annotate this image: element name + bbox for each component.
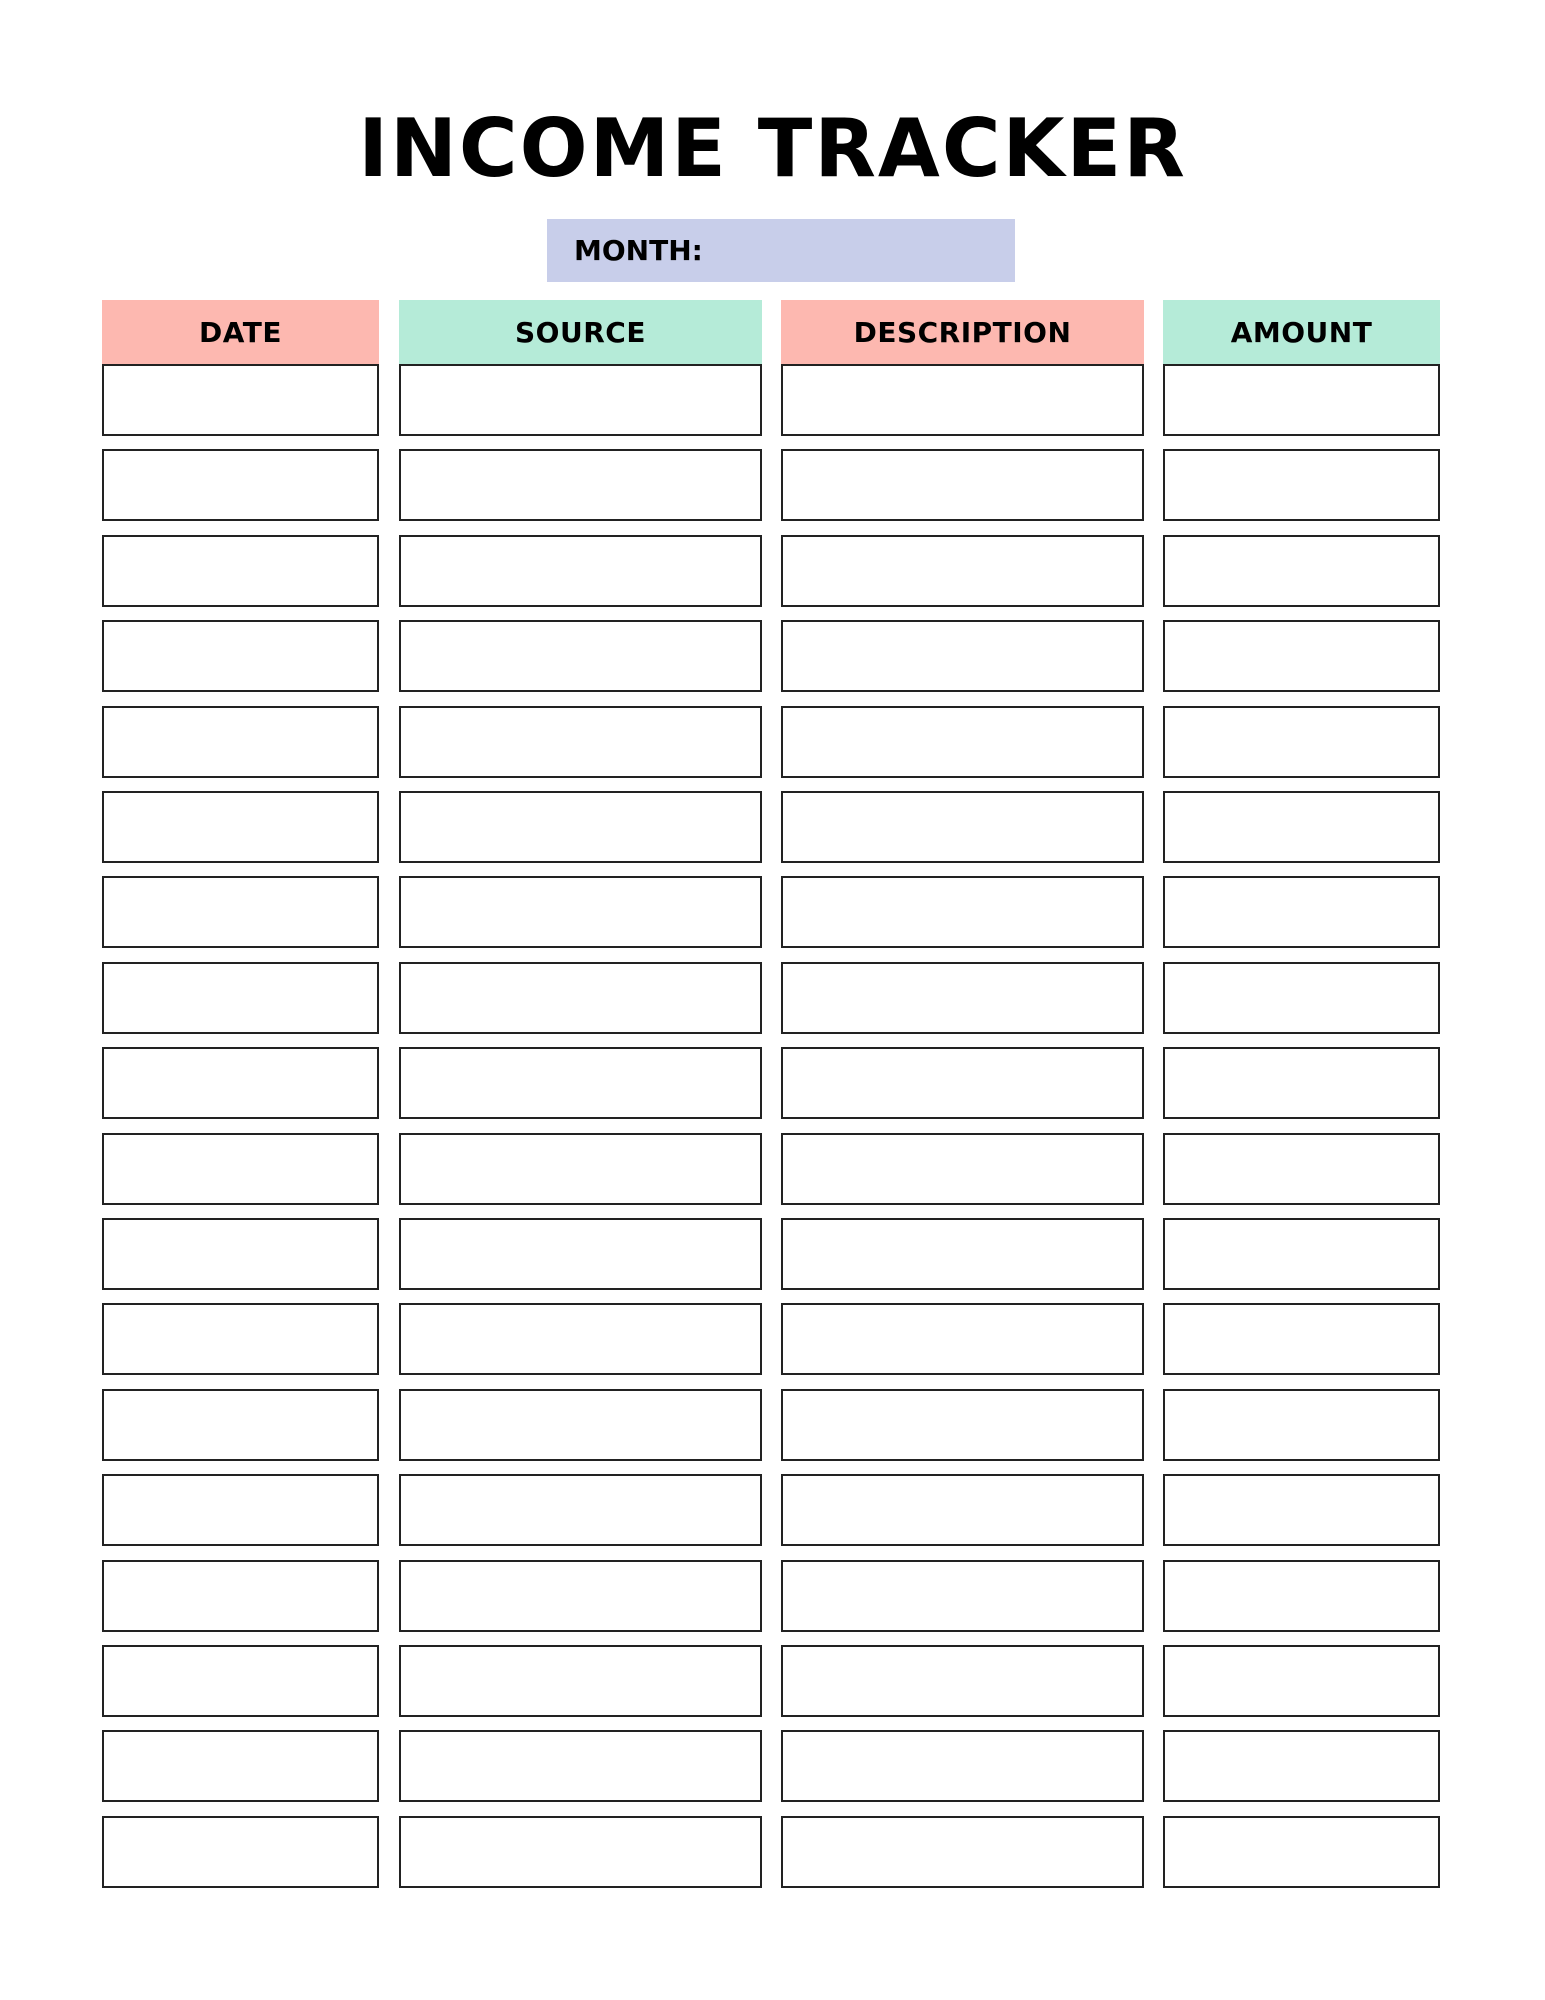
description-cell[interactable] [781, 1560, 1144, 1632]
source-cell[interactable] [399, 364, 762, 436]
amount-cell[interactable] [1163, 1730, 1440, 1802]
description-cell[interactable] [781, 535, 1144, 607]
source-cell[interactable] [399, 1047, 762, 1119]
amount-cell[interactable] [1163, 620, 1440, 692]
description-cell[interactable] [781, 1303, 1144, 1375]
description-cell[interactable] [781, 449, 1144, 521]
date-cell[interactable] [102, 1645, 379, 1717]
column-header-date [102, 300, 379, 364]
amount-cell[interactable] [1163, 876, 1440, 948]
date-cell[interactable] [102, 706, 379, 778]
amount-cell[interactable] [1163, 1645, 1440, 1717]
date-cell[interactable] [102, 876, 379, 948]
month-field[interactable] [547, 219, 1015, 282]
source-cell[interactable] [399, 620, 762, 692]
amount-cell[interactable] [1163, 1047, 1440, 1119]
source-cell[interactable] [399, 1389, 762, 1461]
column-header-description [781, 300, 1144, 364]
description-cell[interactable] [781, 1730, 1144, 1802]
source-cell[interactable] [399, 1303, 762, 1375]
amount-cell[interactable] [1163, 1474, 1440, 1546]
amount-cell[interactable] [1163, 449, 1440, 521]
date-cell[interactable] [102, 1047, 379, 1119]
source-cell[interactable] [399, 535, 762, 607]
source-cell[interactable] [399, 706, 762, 778]
description-cell[interactable] [781, 364, 1144, 436]
description-cell[interactable] [781, 1133, 1144, 1205]
source-cell[interactable] [399, 962, 762, 1034]
date-cell[interactable] [102, 620, 379, 692]
column-header-label: AMOUNT [1230, 315, 1373, 349]
amount-cell[interactable] [1163, 535, 1440, 607]
amount-cell[interactable] [1163, 962, 1440, 1034]
amount-cell[interactable] [1163, 1389, 1440, 1461]
description-cell[interactable] [781, 620, 1144, 692]
amount-cell[interactable] [1163, 1218, 1440, 1290]
date-cell[interactable] [102, 1816, 379, 1888]
description-cell[interactable] [781, 962, 1144, 1034]
source-cell[interactable] [399, 1730, 762, 1802]
date-cell[interactable] [102, 1389, 379, 1461]
date-cell[interactable] [102, 1730, 379, 1802]
description-cell[interactable] [781, 1645, 1144, 1717]
source-cell[interactable] [399, 791, 762, 863]
date-cell[interactable] [102, 1303, 379, 1375]
column-header-amount [1163, 300, 1440, 364]
amount-cell[interactable] [1163, 1560, 1440, 1632]
source-cell[interactable] [399, 1816, 762, 1888]
description-cell[interactable] [781, 1218, 1144, 1290]
source-cell[interactable] [399, 1645, 762, 1717]
amount-cell[interactable] [1163, 791, 1440, 863]
column-header-source [399, 300, 762, 364]
amount-cell[interactable] [1163, 1816, 1440, 1888]
date-cell[interactable] [102, 364, 379, 436]
date-cell[interactable] [102, 1133, 379, 1205]
column-header-label: SOURCE [515, 315, 646, 349]
description-cell[interactable] [781, 1474, 1144, 1546]
date-cell[interactable] [102, 449, 379, 521]
source-cell[interactable] [399, 1218, 762, 1290]
amount-cell[interactable] [1163, 1133, 1440, 1205]
source-cell[interactable] [399, 876, 762, 948]
date-cell[interactable] [102, 1218, 379, 1290]
amount-cell[interactable] [1163, 706, 1440, 778]
source-cell[interactable] [399, 449, 762, 521]
month-label: MONTH: [574, 234, 703, 267]
date-cell[interactable] [102, 1474, 379, 1546]
source-cell[interactable] [399, 1474, 762, 1546]
page-title: INCOME TRACKER [358, 102, 1187, 195]
column-header-label: DESCRIPTION [853, 315, 1072, 349]
amount-cell[interactable] [1163, 1303, 1440, 1375]
source-cell[interactable] [399, 1560, 762, 1632]
date-cell[interactable] [102, 791, 379, 863]
amount-cell[interactable] [1163, 364, 1440, 436]
source-cell[interactable] [399, 1133, 762, 1205]
description-cell[interactable] [781, 876, 1144, 948]
column-header-label: DATE [199, 315, 282, 349]
date-cell[interactable] [102, 1560, 379, 1632]
description-cell[interactable] [781, 791, 1144, 863]
description-cell[interactable] [781, 1816, 1144, 1888]
date-cell[interactable] [102, 962, 379, 1034]
description-cell[interactable] [781, 1047, 1144, 1119]
description-cell[interactable] [781, 706, 1144, 778]
date-cell[interactable] [102, 535, 379, 607]
description-cell[interactable] [781, 1389, 1144, 1461]
